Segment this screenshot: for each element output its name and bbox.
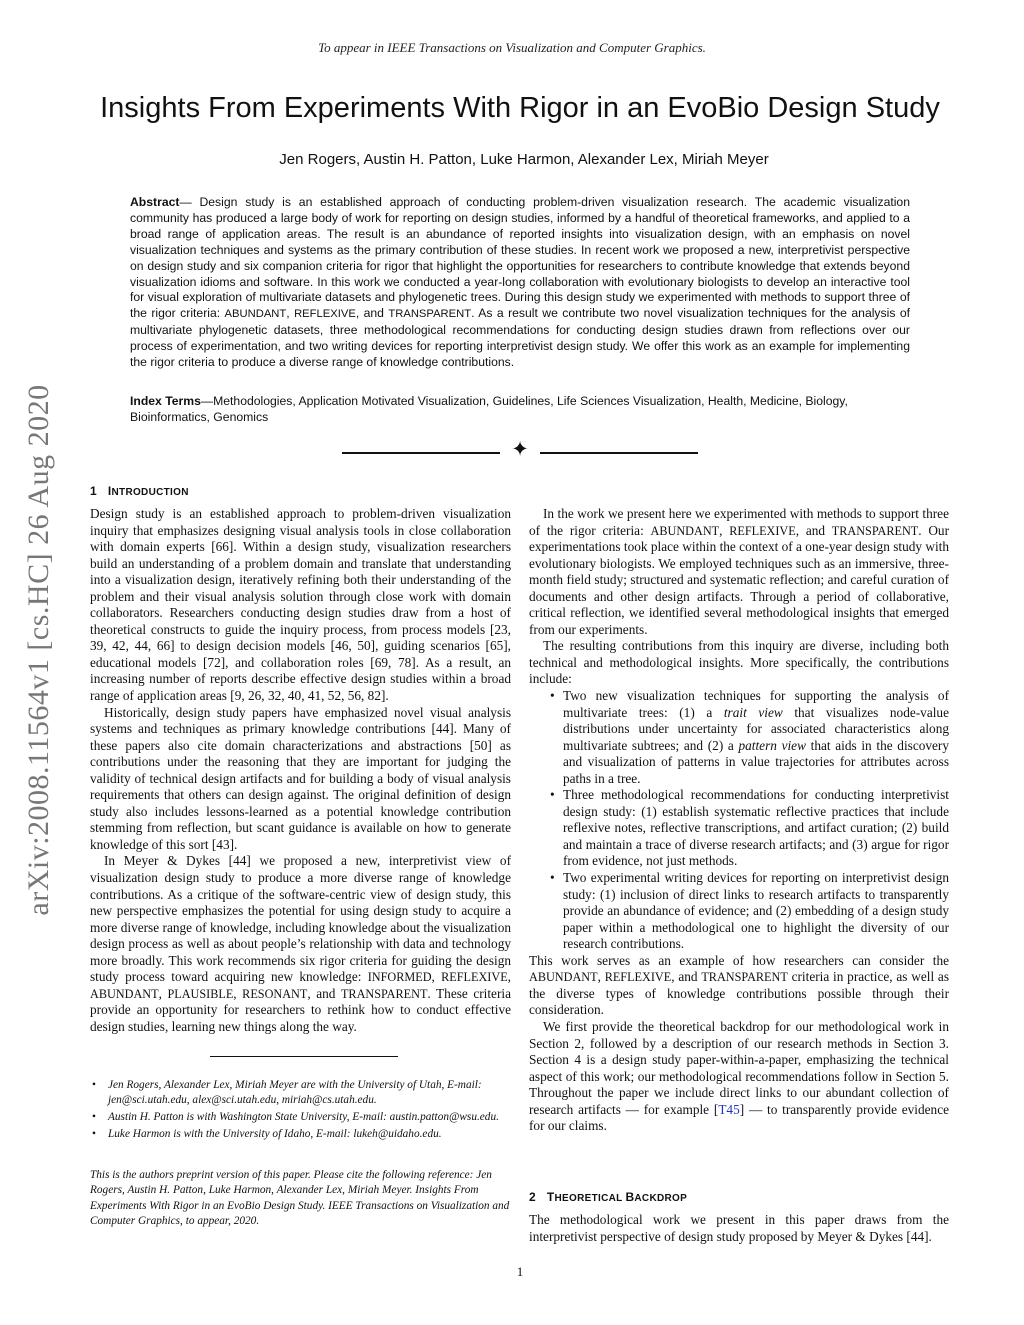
divider-star-icon: ✦: [511, 437, 529, 461]
paragraph: [529, 953, 949, 1019]
section-title-initial: B: [625, 1190, 635, 1204]
abstract-sep: , and: [355, 306, 389, 321]
paragraph-text: We first provide the theoretical backdrop for our methodological work in Section 2, followed by a description of our research methods in Section 3. Section 4 is a design study paper-within-a-paper, emphasizing the technical aspect of this work; our methodological recommendations follow in Section 5. Throughout the paper we include direct links to our abundant collection of research artifacts — for example [: [529, 1018, 949, 1117]
arxiv-identifier: arXiv:2008.11564v1 [cs.HC] 26 Aug 2020: [22, 384, 55, 916]
paragraph-text: In Meyer & Dykes [44] we proposed a new, interpretivist view of visualization design study to produce a more diverse range of knowledge contributions. As a critique of the software-centric view of design study, this new perspective emphasizes the potential for using design study to acquire a more diverse range of knowledge, including knowledge about the visualization design process as well as about people’s relationship with data and technology more broadly. This work recommends six rigor criteria for guiding the design study process toward acquiring new knowledge:: [90, 853, 511, 985]
section-title-rest: NTRODUCTION: [111, 487, 189, 498]
paragraph: Design study is an established approach to problem-driven visualization inquiry that emphasizes designing visual analysis tools in close collaboration with domain experts [66]. Within a design study, visualization researchers build an understanding of a problem domain and translate that understanding into a visualization design, iteratively refining both their understanding of the problem and their visual analysis solution through close work with domain collaborators. Researchers conducting design studies draw from a host of theoretical constructs to guide the inquiry process, from process models [23, 39, 42, 44, 66] to design decision models [46, 50], guiding scenarios [65], educational models [72], and collaboration roles [69, 78]. As a result, an increasing number of reports describe effective design studies within a broad range of application areas [9, 26, 32, 40, 41, 52, 56, 82].: [90, 506, 511, 704]
paper-title: Insights From Experiments With Rigor in an EvoBio Design Study: [100, 92, 940, 124]
sep: ,: [158, 985, 168, 1001]
index-terms-text: —Methodologies, Application Motivated Visualization, Guidelines, Life Sciences Visualization, Health, Medicine, Biology, Bioinformatics, Genomics: [130, 394, 848, 424]
contribution-item: • Two experimental writing devices for reporting on interpretivist design study: (1) inclusion of direct links to research artifacts to transparently provide an abundance of evidence; and (2) embedding of a design study paper within a methodological one to highlight the diversity of our research contributions.: [563, 870, 949, 953]
paragraph: The methodological work we present in this paper draws from the interpretivist perspective of design study proposed by Meyer & Dykes [44].: [529, 1212, 949, 1244]
paragraph: Historically, design study papers have emphasized novel visual analysis systems and techniques as primary knowledge contributions [44]. Many of these papers also cite domain characterizations and abstractions [50] as contributions under the reasoning that they are important for judging the validity of technical design artifacts and for building a body of visual analysis requirements that others can design against. The original definition of design study also includes lessons-learned as a potential knowledge contribution stemming from reflection, but scant guidance is available on how to generate knowledge of this sort [43].: [90, 704, 511, 852]
index-terms-label: Index Terms: [130, 394, 201, 408]
section-title-rest: ACKDROP: [634, 1193, 688, 1204]
paragraph-text: In the work we present here we experimented with methods to support three of the rigor criteria:: [529, 506, 949, 538]
artifact-link-t45[interactable]: T45: [718, 1101, 740, 1117]
author-footnotes: [90, 1078, 511, 1144]
criterion-reflexive: REFLEXIVE: [729, 523, 796, 538]
footnote-item: • Jen Rogers, Alexander Lex, Miriah Meyer are with the University of Utah, E-mail: jen@sci.utah.edu, alex@sci.utah.edu, miriah@cs.utah.edu.: [108, 1078, 511, 1108]
contribution-list: [529, 688, 949, 953]
index-terms: [130, 394, 910, 426]
section-heading-introduction: [90, 484, 189, 498]
section-number: 2: [529, 1190, 536, 1204]
footnote-item: • Austin H. Patton is with Washington State University, E-mail: austin.patton@wsu.edu.: [108, 1110, 511, 1125]
criterion-reflexive: REFLEXIVE: [441, 970, 508, 985]
criterion-abundant: ABUNDANT: [650, 523, 720, 538]
criterion-transparent: TRANSPARENT: [701, 970, 788, 985]
item-text: that visualizes node-value distributions under uncertainty for associated characteristics along multivariate subtrees; and (2) a: [563, 704, 949, 753]
paragraph: [529, 506, 949, 638]
divider-line-left: [342, 452, 500, 454]
contribution-item: [563, 688, 949, 787]
criterion-abundant: ABUNDANT: [90, 986, 159, 1001]
arxiv-sidebar: [14, 350, 64, 950]
criterion-reflexive: REFLEXIVE: [604, 970, 672, 985]
criterion-transparent: TRANSPARENT: [831, 523, 919, 538]
paragraph-text: This work serves as an example of how researchers can consider the: [529, 952, 949, 968]
sep: ,: [233, 985, 243, 1001]
paragraph: [90, 853, 511, 1035]
divider-line-right: [540, 452, 698, 454]
author-list: Jen Rogers, Austin H. Patton, Luke Harmon, Alexander Lex, Miriah Meyer: [279, 151, 769, 168]
criterion-abundant: ABUNDANT: [224, 308, 287, 321]
footnote-item: • Luke Harmon is with the University of Idaho, E-mail: lukeh@uidaho.edu.: [108, 1127, 511, 1142]
left-column: [90, 506, 511, 1036]
section-title-initial: T: [546, 1190, 555, 1204]
criterion-abundant: ABUNDANT: [529, 970, 598, 985]
criterion-reflexive: REFLEXIVE: [294, 308, 356, 321]
abstract: [130, 195, 910, 371]
criterion-informed: INFORMED: [367, 970, 432, 985]
item-emphasis: pattern view: [738, 737, 806, 753]
preprint-notice: This is the authors preprint version of this paper. Please cite the following reference: Jen Rogers, Austin H. Patton, Luke Harmon, Alexander Lex, Miriah Meyer. Insights From Experiments With Rigor in an EvoBio Design Study. IEEE Transactions on Visualization and Computer Graphics, to appear, 2020.: [90, 1169, 510, 1227]
abstract-text-end: . As a result we contribute two novel visualization techniques for the analysis of multivariate phylogenetic datasets, three methodological recommendations for conducting design studies drawn from reflections over our process of experimentation, and two writing devices for reporting interpretivist design study. We offer this work as an example for implementing the rigor criteria to produce a diverse range of knowledge contributions.: [130, 306, 911, 370]
criterion-plausible: PLAUSIBLE: [167, 986, 234, 1001]
item-emphasis: trait view: [723, 704, 783, 720]
abstract-label: Abstract: [130, 195, 180, 209]
sep: ,: [597, 969, 605, 985]
paragraph: The resulting contributions from this inquiry are diverse, including both technical and methodological insights. More specifically, the contributions include:: [529, 638, 949, 687]
section-title-rest: HEORETICAL: [554, 1193, 626, 1204]
sep: , and: [307, 985, 341, 1001]
section-divider: [342, 437, 698, 463]
section-number: 1: [90, 484, 97, 498]
criterion-transparent: TRANSPARENT: [388, 308, 472, 321]
paragraph-text: criteria in practice, as well as the diverse types of knowledge contributions possible through their consideration.: [529, 969, 950, 1018]
paragraph-text: . Our experimentations took place within the context of a one-year design study with evolutionary biologists. We employed techniques such as an immersive, three-month field study; structured and systematic reflection; and careful curation of documents and other design artifacts. Through a period of collaborative, critical reflection, we identified several methodological insights that emerged from our experiments.: [529, 522, 950, 637]
criterion-resonant: RESONANT: [242, 986, 308, 1001]
venue-header: To appear in IEEE Transactions on Visualization and Computer Graphics.: [318, 40, 706, 55]
item-text: that aids in the discovery and visualization of patterns in value trajectories for attributes across paths in a tree.: [563, 737, 949, 786]
section2-body: [529, 1212, 949, 1245]
footnote-rule: [210, 1056, 398, 1057]
paragraph: [529, 1019, 949, 1135]
sep: ,: [431, 969, 442, 985]
criterion-transparent: TRANSPARENT: [340, 986, 428, 1001]
section-heading-theoretical-backdrop: [529, 1190, 687, 1204]
sep: , and: [795, 522, 832, 538]
right-column: [529, 506, 949, 1135]
abstract-sep: ,: [286, 306, 295, 321]
sep: , and: [671, 969, 702, 985]
paragraph-text: ] — to transparently provide evidence for our claims.: [529, 1101, 950, 1134]
sep: ,: [507, 969, 511, 985]
item-text: Two new visualization techniques for supporting the analysis of multivariate trees: (1) a: [563, 688, 949, 720]
section-title-initial: I: [107, 484, 112, 498]
sep: ,: [719, 522, 730, 538]
page-number: 1: [516, 1264, 524, 1279]
abstract-text: — Design study is an established approach of conducting problem-driven visualization research. The academic visualization community has produced a large body of work for reporting on design studies, informed by a handful of theoretical frameworks, and applied to a broad range of application areas. The result is an abundance of reported insights into visualization design, with an emphasis on novel visualization techniques and systems as the primary contribution of these studies. In recent work we proposed a new, interpretivist perspective on design study and six companion criteria for rigor that highlight the opportunities for researchers to contribute knowledge that extends beyond visualization idioms and software. In this work we conducted a year-long collaboration with evolutionary biologists to develop an interactive tool for visual exploration of multivariate datasets and phylogenetic trees. During this design study we experimented with methods to support three of the rigor criteria:: [130, 195, 910, 321]
paragraph-text: . These criteria provide an opportunity for researchers to rethink how to conduct effective design studies, learning new things along the way.: [90, 985, 511, 1034]
contribution-item: • Three methodological recommendations for conducting interpretivist design study: (1) establish systematic reflective practices that include reflexive notes, reflective transcriptions, and artifact curation; (2) build and maintain a trace of diverse research artifacts; and (3) argue for rigor from evidence, not just methods.: [563, 787, 949, 870]
